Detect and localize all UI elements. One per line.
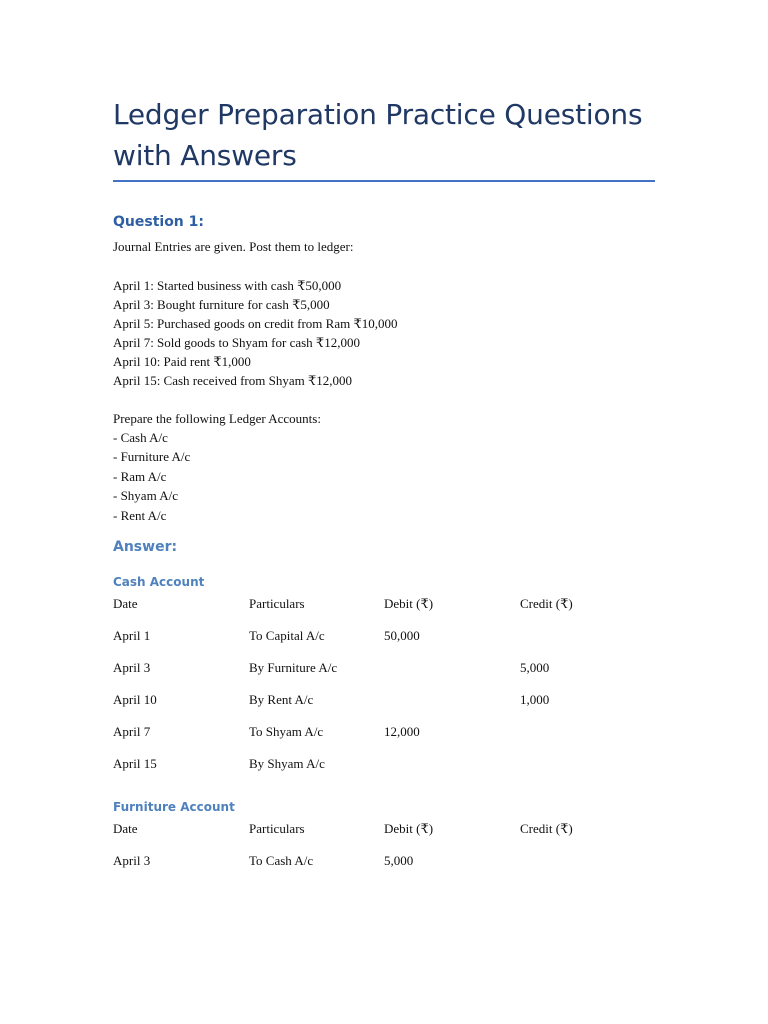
cell-date: April 1 — [113, 628, 151, 643]
cell-date: April 15 — [113, 756, 157, 771]
table-header-row — [113, 819, 655, 851]
column-header-credit: Credit (₹) — [520, 596, 573, 611]
journal-entry: April 15: Cash received from Shyam ₹12,000 — [113, 373, 352, 388]
table-row — [113, 658, 655, 690]
account-list-item: - Ram A/c — [113, 469, 167, 484]
cash-account-table — [113, 594, 655, 786]
title-divider — [113, 180, 655, 182]
journal-entry: April 10: Paid rent ₹1,000 — [113, 354, 251, 369]
prepare-intro: Prepare the following Ledger Accounts: — [113, 411, 321, 426]
column-header-particulars: Particulars — [249, 596, 305, 611]
table-row — [113, 626, 655, 658]
journal-entry: April 1: Started business with cash ₹50,000 — [113, 278, 342, 293]
cell-date: April 3 — [113, 853, 151, 868]
account-list-item: - Cash A/c — [113, 430, 168, 445]
journal-entry: April 3: Bought furniture for cash ₹5,000 — [113, 297, 330, 312]
journal-entry: April 7: Sold goods to Shyam for cash ₹12,000 — [113, 335, 360, 350]
column-header-debit: Debit (₹) — [384, 821, 434, 836]
cell-credit: 5,000 — [520, 660, 550, 675]
column-header-date: Date — [113, 821, 138, 836]
cell-date: April 3 — [113, 660, 151, 675]
question-heading: Question 1: — [113, 214, 204, 230]
cell-particulars: To Shyam A/c — [249, 724, 324, 739]
account-list-item: - Shyam A/c — [113, 488, 178, 503]
journal-entry: April 5: Purchased goods on credit from Ram ₹10,000 — [113, 316, 398, 331]
furniture-account-table — [113, 819, 655, 883]
cell-debit: 12,000 — [384, 724, 420, 739]
column-header-credit: Credit (₹) — [520, 821, 573, 836]
table-row — [113, 851, 655, 883]
table-header-row — [113, 594, 655, 626]
account-list-item: - Furniture A/c — [113, 449, 191, 464]
cell-particulars: By Rent A/c — [249, 692, 314, 707]
column-header-date: Date — [113, 596, 138, 611]
table-row — [113, 754, 655, 786]
column-header-debit: Debit (₹) — [384, 596, 434, 611]
cell-particulars: By Furniture A/c — [249, 660, 338, 675]
cell-particulars: To Cash A/c — [249, 853, 314, 868]
account-list-item: - Rent A/c — [113, 508, 167, 523]
furniture-account-heading: Furniture Account — [113, 800, 235, 814]
cell-credit: 1,000 — [520, 692, 550, 707]
table-row — [113, 690, 655, 722]
cell-particulars: To Capital A/c — [249, 628, 325, 643]
cell-date: April 7 — [113, 724, 151, 739]
cell-debit: 50,000 — [384, 628, 420, 643]
cell-particulars: By Shyam A/c — [249, 756, 325, 771]
cash-account-heading: Cash Account — [113, 575, 205, 589]
table-row — [113, 722, 655, 754]
cell-debit: 5,000 — [384, 853, 414, 868]
cell-date: April 10 — [113, 692, 157, 707]
answer-heading: Answer: — [113, 539, 178, 555]
page-title: Ledger Preparation Practice Questions with Answers — [113, 98, 643, 172]
question-intro: Journal Entries are given. Post them to ledger: — [113, 239, 354, 254]
column-header-particulars: Particulars — [249, 821, 305, 836]
